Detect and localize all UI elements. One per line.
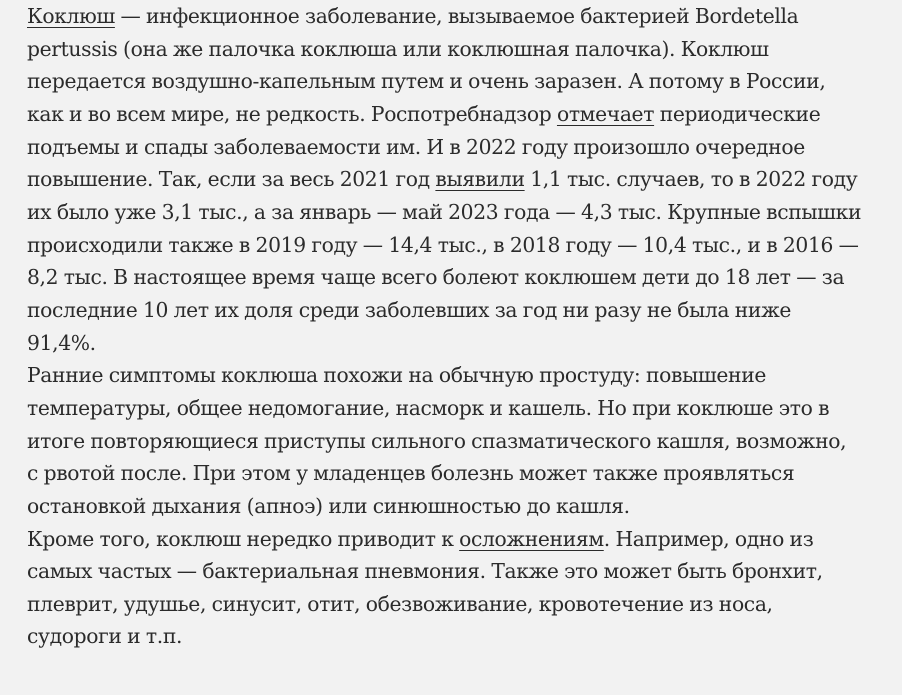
- text-line: [27, 163, 887, 196]
- text-line: [27, 588, 887, 621]
- text-line: [27, 196, 887, 229]
- text-segment: — инфекционное заболевание, вызываемое бактерией Bordetella: [114, 4, 799, 28]
- text-segment: последние 10 лет их доля среди заболевших за год ни разу не была ниже: [27, 297, 792, 322]
- text-line: [27, 457, 887, 490]
- article-paragraph: [27, 523, 887, 654]
- text-segment: как и во всем мире, не редкость. Роспотребнадзор: [27, 101, 557, 126]
- text-segment: . Например, одно из: [603, 526, 814, 551]
- text-segment: 8,2 тыс. В настоящее время чаще всего болеют коклюшем дети до 18 лет — за: [27, 265, 845, 290]
- text-line: [27, 392, 887, 425]
- text-line: [27, 0, 887, 33]
- text-line: [27, 523, 887, 556]
- text-line: [27, 490, 887, 523]
- inline-link[interactable]: выявили: [435, 167, 525, 192]
- text-segment: передается воздушно-капельным путем и очень заразен. А потому в России,: [27, 69, 826, 94]
- text-segment: Ранние симптомы коклюша похожи на обычную простуду: повышение: [27, 363, 767, 388]
- text-segment: Кроме того, коклюш нередко приводит к: [27, 526, 460, 551]
- text-line: [27, 555, 887, 588]
- text-line: [27, 359, 887, 392]
- text-segment: периодические: [654, 101, 821, 126]
- inline-link[interactable]: Коклюш: [27, 4, 115, 28]
- text-segment: с рвотой после. При этом у младенцев болезнь может также проявляться: [27, 461, 795, 486]
- text-segment: происходили также в 2019 году — 14,4 тыс., в 2018 году — 10,4 тыс., и в 2016 —: [27, 232, 859, 257]
- article-paragraph: [27, 359, 887, 522]
- text-line: [27, 261, 887, 294]
- text-segment: итоге повторяющиеся приступы сильного спазматического кашля, возможно,: [27, 428, 847, 453]
- text-line: [27, 98, 887, 131]
- text-segment: подъемы и спады заболеваемости им. И в 2022 году произошло очередное: [27, 134, 805, 159]
- text-line: [27, 131, 887, 164]
- article-body: [27, 0, 887, 653]
- text-line: [27, 620, 887, 653]
- text-segment: 91,4%.: [27, 330, 96, 355]
- article-paragraph: [27, 0, 887, 359]
- text-segment: плеврит, удушье, синусит, отит, обезвоживание, кровотечение из носа,: [27, 591, 773, 616]
- text-segment: судороги и т.п.: [27, 624, 183, 649]
- inline-link[interactable]: осложнениям: [459, 526, 604, 551]
- text-line: [27, 327, 887, 360]
- text-segment: их было уже 3,1 тыс., а за январь — май 2023 года — 4,3 тыс. Крупные вспышки: [27, 199, 862, 224]
- text-segment: температуры, общее недомогание, насморк и кашель. Но при коклюше это в: [27, 395, 830, 420]
- inline-link[interactable]: отмечает: [556, 101, 655, 126]
- text-segment: остановкой дыхания (апноэ) или синюшностью до кашля.: [27, 493, 630, 518]
- text-line: [27, 294, 887, 327]
- text-line: [27, 425, 887, 458]
- text-line: [27, 65, 887, 98]
- text-segment: pertussis (она же палочка коклюша или коклюшная палочка). Коклюш: [27, 36, 769, 61]
- text-segment: самых частых — бактериальная пневмония. Также это может быть бронхит,: [27, 559, 823, 584]
- text-line: [27, 229, 887, 262]
- text-line: [27, 33, 887, 66]
- text-segment: 1,1 тыс. случаев, то в 2022 году: [524, 167, 858, 192]
- text-segment: повышение. Так, если за весь 2021 год: [27, 167, 436, 192]
